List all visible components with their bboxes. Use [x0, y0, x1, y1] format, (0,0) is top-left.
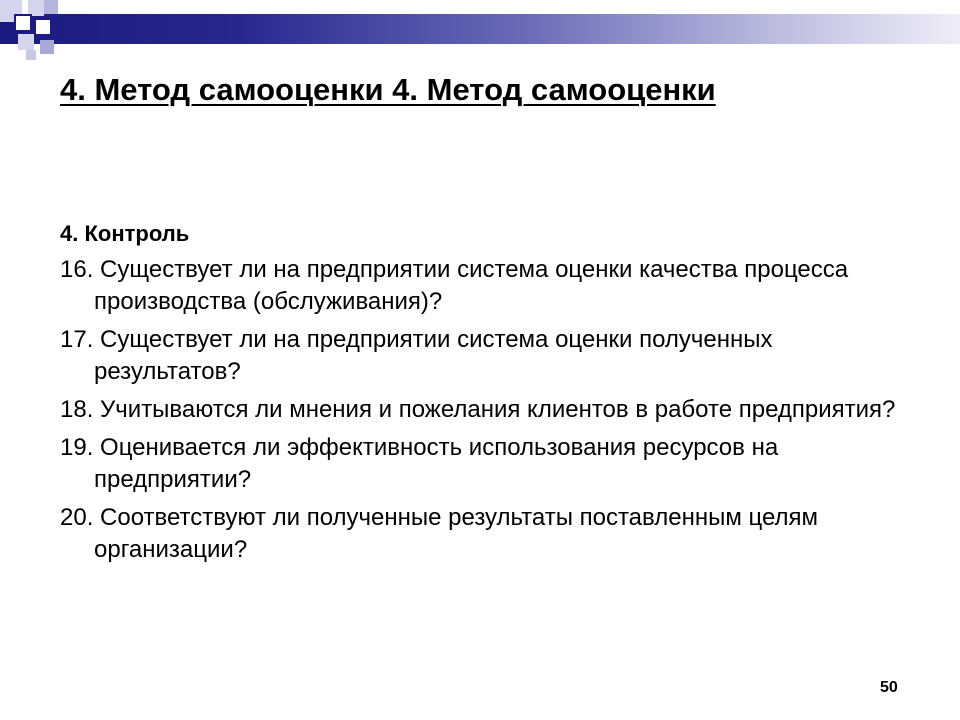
question-item: 17. Существует ли на предприятии система оценки полученных результатов? — [60, 326, 773, 385]
decor-square — [44, 0, 58, 14]
question-item: 19. Оценивается ли эффективность использования ресурсов на предприятии? — [60, 434, 779, 493]
page-number: 50 — [880, 679, 898, 696]
slide-title: 4. Метод самооценки 4. Метод самооценки — [60, 72, 716, 107]
question-list — [60, 254, 920, 566]
question-item: 18. Учитываются ли мнения и пожелания клиентов в работе предприятия? — [60, 396, 896, 423]
section-heading: 4. Контроль — [60, 221, 190, 246]
slide-content — [60, 220, 920, 572]
decor-square — [18, 34, 34, 50]
decor-square — [26, 50, 36, 60]
header-gradient-band — [0, 14, 960, 44]
question-item: 16. Существует ли на предприятии система оценки качества процесса производства (обслуживания)? — [60, 256, 849, 315]
decor-square — [36, 20, 50, 34]
decor-square — [40, 40, 54, 54]
question-item: 20. Соответствуют ли полученные результаты поставленным целям организации? — [60, 504, 819, 563]
decor-square-outlined — [14, 14, 32, 32]
